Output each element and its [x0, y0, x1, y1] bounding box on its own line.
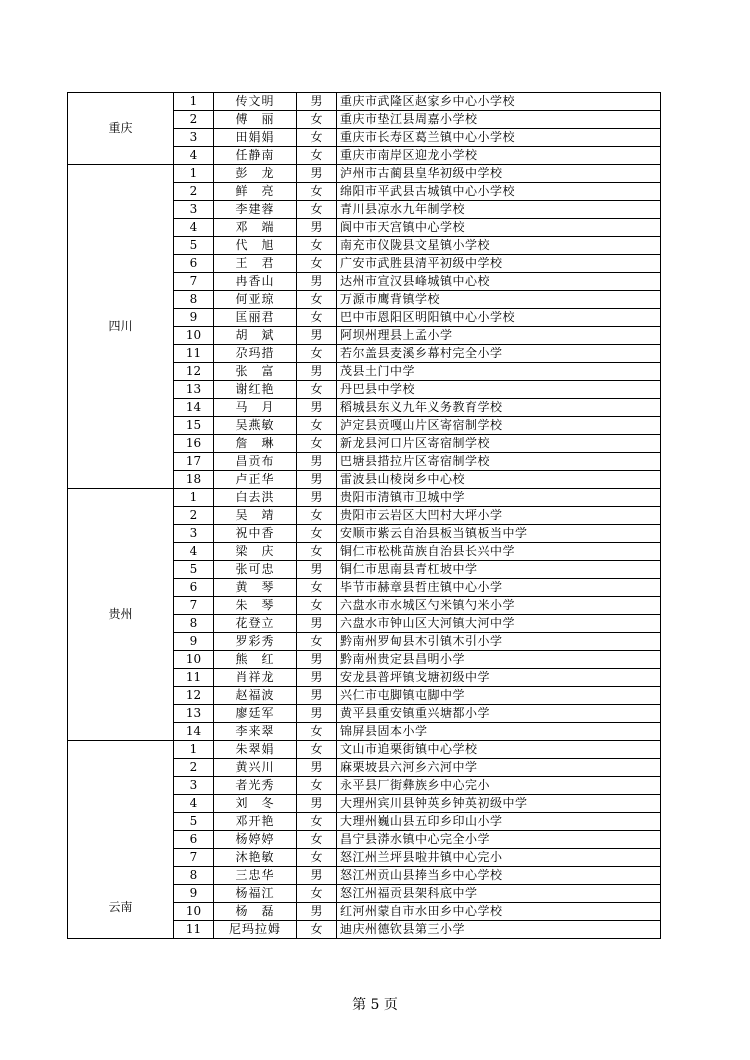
row-number: 8: [174, 867, 214, 885]
school-name: 毕节市赫章县哲庄镇中心小学: [337, 579, 661, 597]
teacher-sex: 女: [297, 831, 337, 849]
row-number: 10: [174, 903, 214, 921]
school-name: 大理州巍山县五印乡印山小学: [337, 813, 661, 831]
row-number: 5: [174, 813, 214, 831]
teacher-name: 杨福江: [214, 885, 297, 903]
row-number: 1: [174, 741, 214, 759]
school-name: 重庆市武隆区赵家乡中心小学校: [337, 93, 661, 111]
teacher-name: 匡丽君: [214, 309, 297, 327]
teacher-name: 鲜 亮: [214, 183, 297, 201]
row-number: 3: [174, 201, 214, 219]
teacher-name: 李来翠: [214, 723, 297, 741]
teacher-name: 何亚琼: [214, 291, 297, 309]
school-name: 稻城县东义九年义务教育学校: [337, 399, 661, 417]
teacher-name: 祝中香: [214, 525, 297, 543]
row-number: 1: [174, 165, 214, 183]
school-name: 兴仁市屯脚镇屯脚中学: [337, 687, 661, 705]
teacher-sex: 男: [297, 669, 337, 687]
row-number: 8: [174, 291, 214, 309]
teacher-sex: 男: [297, 795, 337, 813]
school-name: 文山市追栗街镇中心学校: [337, 741, 661, 759]
school-name: 绵阳市平武县古城镇中心小学校: [337, 183, 661, 201]
school-name: 怒江州福贡县架科底中学: [337, 885, 661, 903]
teacher-name: 刘 冬: [214, 795, 297, 813]
teacher-name: 者光秀: [214, 777, 297, 795]
teacher-sex: 男: [297, 903, 337, 921]
teacher-name: 罗彩秀: [214, 633, 297, 651]
teacher-name: 昌贡布: [214, 453, 297, 471]
teacher-sex: 男: [297, 453, 337, 471]
row-number: 16: [174, 435, 214, 453]
teacher-sex: 女: [297, 309, 337, 327]
row-number: 10: [174, 327, 214, 345]
table-row: [68, 165, 661, 183]
teacher-sex: 男: [297, 219, 337, 237]
teacher-name: 朱翠娟: [214, 741, 297, 759]
row-number: 17: [174, 453, 214, 471]
teacher-name: 传文明: [214, 93, 297, 111]
teacher-sex: 女: [297, 255, 337, 273]
teacher-name: 白去洪: [214, 489, 297, 507]
teacher-name: 梁 庆: [214, 543, 297, 561]
school-name: 永平县厂街彝族乡中心完小: [337, 777, 661, 795]
teacher-sex: 女: [297, 543, 337, 561]
teacher-sex: 男: [297, 471, 337, 489]
school-name: 黔南州贵定县昌明小学: [337, 651, 661, 669]
province-cell: 贵州: [68, 489, 174, 741]
teacher-sex: 男: [297, 165, 337, 183]
teacher-sex: 男: [297, 489, 337, 507]
school-name: 巴中市恩阳区明阳镇中心小学校: [337, 309, 661, 327]
teacher-sex: 女: [297, 813, 337, 831]
teacher-sex: 女: [297, 345, 337, 363]
teacher-name: 尼玛拉姆: [214, 921, 297, 939]
teacher-sex: 女: [297, 741, 337, 759]
teacher-sex: 男: [297, 759, 337, 777]
teacher-sex: 女: [297, 921, 337, 939]
teacher-name: 吴 靖: [214, 507, 297, 525]
row-number: 9: [174, 633, 214, 651]
teacher-name: 胡 斌: [214, 327, 297, 345]
school-name: 巴塘县措拉片区寄宿制学校: [337, 453, 661, 471]
school-name: 重庆市南岸区迎龙小学校: [337, 147, 661, 165]
page-number: 第 5 页: [352, 997, 398, 1013]
row-number: 5: [174, 561, 214, 579]
school-name: 怒江州兰坪县啦井镇中心完小: [337, 849, 661, 867]
school-name: 南充市仪陇县文星镇小学校: [337, 237, 661, 255]
row-number: 6: [174, 255, 214, 273]
row-number: 9: [174, 885, 214, 903]
table-row: [68, 741, 661, 759]
teacher-sex: 女: [297, 291, 337, 309]
teacher-sex: 女: [297, 111, 337, 129]
row-number: 6: [174, 579, 214, 597]
teacher-sex: 男: [297, 399, 337, 417]
teacher-name: 杨婷婷: [214, 831, 297, 849]
row-number: 7: [174, 849, 214, 867]
teacher-name: 黄 琴: [214, 579, 297, 597]
teacher-sex: 男: [297, 327, 337, 345]
teacher-name: 沐艳敏: [214, 849, 297, 867]
province-cell: 四川: [68, 165, 174, 489]
school-name: 黔南州罗甸县木引镇木引小学: [337, 633, 661, 651]
teacher-sex: 女: [297, 723, 337, 741]
row-number: 15: [174, 417, 214, 435]
teacher-sex: 男: [297, 867, 337, 885]
teacher-sex: 女: [297, 381, 337, 399]
teacher-sex: 女: [297, 201, 337, 219]
province-cell: 云南: [68, 741, 174, 939]
teacher-name: 田娟娟: [214, 129, 297, 147]
school-name: 贵阳市云岩区大凹村大坪小学: [337, 507, 661, 525]
teacher-table: [67, 92, 661, 939]
teacher-sex: 女: [297, 147, 337, 165]
teacher-name: 三忠华: [214, 867, 297, 885]
school-name: 贵阳市清镇市卫城中学: [337, 489, 661, 507]
row-number: 7: [174, 597, 214, 615]
school-name: 铜仁市松桃苗族自治县长兴中学: [337, 543, 661, 561]
school-name: 黄平县重安镇重兴塘都小学: [337, 705, 661, 723]
school-name: 丹巴县中学校: [337, 381, 661, 399]
teacher-name: 傅 丽: [214, 111, 297, 129]
teacher-name: 杨 磊: [214, 903, 297, 921]
school-name: 达州市宣汉县峰城镇中心校: [337, 273, 661, 291]
teacher-name: 朱 琴: [214, 597, 297, 615]
teacher-sex: 女: [297, 849, 337, 867]
school-name: 昌宁县漭水镇中心完全小学: [337, 831, 661, 849]
teacher-sex: 女: [297, 129, 337, 147]
row-number: 13: [174, 381, 214, 399]
province-cell: 重庆: [68, 93, 174, 165]
teacher-name: 吴燕敏: [214, 417, 297, 435]
row-number: 2: [174, 111, 214, 129]
row-number: 1: [174, 93, 214, 111]
teacher-name: 张 富: [214, 363, 297, 381]
school-name: 青川县凉水九年制学校: [337, 201, 661, 219]
teacher-name: 花登立: [214, 615, 297, 633]
school-name: 大理州宾川县钟英乡钟英初级中学: [337, 795, 661, 813]
row-number: 14: [174, 723, 214, 741]
school-name: 麻栗坡县六河乡六河中学: [337, 759, 661, 777]
teacher-name: 尕玛措: [214, 345, 297, 363]
teacher-name: 赵福波: [214, 687, 297, 705]
school-name: 怒江州贡山县捧当乡中心学校: [337, 867, 661, 885]
row-number: 2: [174, 183, 214, 201]
row-number: 9: [174, 309, 214, 327]
teacher-sex: 女: [297, 435, 337, 453]
teacher-name: 肖祥龙: [214, 669, 297, 687]
school-name: 安顺市紫云自治县板当镇板当中学: [337, 525, 661, 543]
table-row: [68, 93, 661, 111]
teacher-sex: 男: [297, 363, 337, 381]
school-name: 茂县土门中学: [337, 363, 661, 381]
teacher-sex: 男: [297, 93, 337, 111]
teacher-sex: 女: [297, 885, 337, 903]
row-number: 1: [174, 489, 214, 507]
row-number: 6: [174, 831, 214, 849]
teacher-sex: 女: [297, 183, 337, 201]
school-name: 泸定县贡嘎山片区寄宿制学校: [337, 417, 661, 435]
teacher-sex: 女: [297, 579, 337, 597]
row-number: 3: [174, 525, 214, 543]
row-number: 18: [174, 471, 214, 489]
school-name: 重庆市长寿区葛兰镇中心小学校: [337, 129, 661, 147]
teacher-sex: 男: [297, 615, 337, 633]
teacher-name: 邓开艳: [214, 813, 297, 831]
teacher-name: 马 月: [214, 399, 297, 417]
school-name: 新龙县河口片区寄宿制学校: [337, 435, 661, 453]
row-number: 12: [174, 363, 214, 381]
school-name: 阿坝州理县上孟小学: [337, 327, 661, 345]
row-number: 11: [174, 921, 214, 939]
teacher-name: 谢红艳: [214, 381, 297, 399]
school-name: 重庆市垫江县周嘉小学校: [337, 111, 661, 129]
teacher-table-body: [68, 93, 661, 939]
teacher-sex: 女: [297, 507, 337, 525]
row-number: 14: [174, 399, 214, 417]
school-name: 广安市武胜县清平初级中学校: [337, 255, 661, 273]
teacher-name: 詹 琳: [214, 435, 297, 453]
row-number: 4: [174, 219, 214, 237]
school-name: 迪庆州德钦县第三小学: [337, 921, 661, 939]
school-name: 万源市鹰背镇学校: [337, 291, 661, 309]
row-number: 3: [174, 129, 214, 147]
teacher-sex: 女: [297, 597, 337, 615]
school-name: 若尔盖县麦溪乡幕村完全小学: [337, 345, 661, 363]
row-number: 5: [174, 237, 214, 255]
teacher-name: 李建蓉: [214, 201, 297, 219]
row-number: 7: [174, 273, 214, 291]
row-number: 10: [174, 651, 214, 669]
teacher-name: 熊 红: [214, 651, 297, 669]
school-name: 雷波县山棱岗乡中心校: [337, 471, 661, 489]
row-number: 12: [174, 687, 214, 705]
teacher-name: 邓 端: [214, 219, 297, 237]
row-number: 13: [174, 705, 214, 723]
teacher-sex: 女: [297, 777, 337, 795]
teacher-sex: 女: [297, 525, 337, 543]
teacher-name: 廖廷军: [214, 705, 297, 723]
row-number: 11: [174, 669, 214, 687]
teacher-name: 代 旭: [214, 237, 297, 255]
teacher-sex: 女: [297, 237, 337, 255]
school-name: 阆中市天宫镇中心学校: [337, 219, 661, 237]
school-name: 泸州市古蔺县皇华初级中学校: [337, 165, 661, 183]
teacher-sex: 男: [297, 561, 337, 579]
school-name: 六盘水市水城区勺米镇勺米小学: [337, 597, 661, 615]
teacher-sex: 女: [297, 417, 337, 435]
row-number: 4: [174, 795, 214, 813]
school-name: 六盘水市钟山区大河镇大河中学: [337, 615, 661, 633]
teacher-sex: 男: [297, 651, 337, 669]
row-number: 11: [174, 345, 214, 363]
table-row: [68, 489, 661, 507]
teacher-name: 王 君: [214, 255, 297, 273]
teacher-sex: 男: [297, 687, 337, 705]
row-number: 4: [174, 147, 214, 165]
row-number: 4: [174, 543, 214, 561]
row-number: 8: [174, 615, 214, 633]
row-number: 2: [174, 759, 214, 777]
teacher-name: 卢正华: [214, 471, 297, 489]
teacher-sex: 女: [297, 633, 337, 651]
school-name: 锦屏县固本小学: [337, 723, 661, 741]
row-number: 2: [174, 507, 214, 525]
teacher-name: 张可忠: [214, 561, 297, 579]
school-name: 红河州蒙自市水田乡中心学校: [337, 903, 661, 921]
row-number: 3: [174, 777, 214, 795]
teacher-name: 彭 龙: [214, 165, 297, 183]
school-name: 铜仁市思南县青杠坡中学: [337, 561, 661, 579]
teacher-sex: 男: [297, 273, 337, 291]
teacher-name: 黄兴川: [214, 759, 297, 777]
teacher-name: 冉香山: [214, 273, 297, 291]
teacher-sex: 男: [297, 705, 337, 723]
teacher-name: 任静南: [214, 147, 297, 165]
school-name: 安龙县普坪镇戈塘初级中学: [337, 669, 661, 687]
